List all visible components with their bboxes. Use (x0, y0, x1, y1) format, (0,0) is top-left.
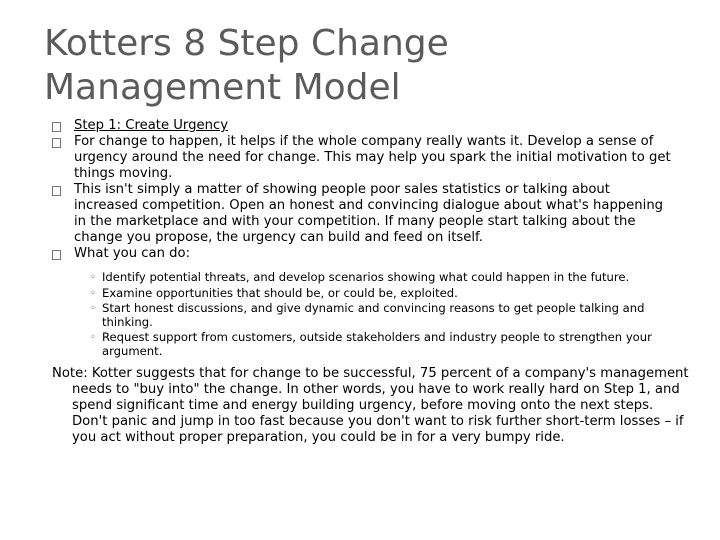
square-bullet-icon (52, 186, 61, 196)
bullet-text: For change to happen, it helps if the whole company really wants it. Develop a sense of urgency around the need for change. This may help you spark the initial motivation to get things moving. (74, 134, 671, 181)
bullet-text: This isn't simply a matter of showing people poor sales statistics or talking about increased competition. Open an honest and convincing dialogue about what's happening in the marketplace and with your competition. If many people start talking about the change you propose, the urgency can build and feed on itself. (74, 182, 664, 245)
bullet-change-happen (52, 134, 672, 182)
sub-bullet-text: Identify potential threats, and develop scenarios showing what could happen in the future. (102, 270, 630, 284)
title-line-2: Management Model (44, 67, 401, 108)
bullet-what-you-can-do (52, 246, 672, 262)
slide-title (44, 22, 684, 110)
circle-bullet-icon: ◦ (90, 272, 96, 283)
bullet-list (52, 118, 672, 361)
sub-bullet-item (90, 287, 672, 301)
bullet-text: Step 1: Create Urgency (74, 118, 228, 133)
note-paragraph: Note: Kotter suggests that for change to be successful, 75 percent of a company's management needs to "buy into" the change. In other words, you have to work really hard on Step 1, and spend significant time and energy building urgency, before moving onto the next steps. Don't panic and jump in too fast because you don't want to risk further short-term losses – if you act without proper preparation, you could be in for a very bumpy ride. (52, 366, 689, 445)
title-line-1: Kotters 8 Step Change (44, 23, 449, 64)
sub-bullet-item (90, 302, 672, 329)
sub-bullet-item (90, 331, 672, 358)
circle-bullet-icon: ◦ (90, 332, 96, 344)
bullet-not-simply (52, 182, 672, 246)
sub-bullet-text: Examine opportunities that should be, or could be, exploited. (102, 285, 458, 300)
sub-bullet-text: Start honest discussions, and give dynamic and convincing reasons to get people talking and thinking. (102, 301, 645, 329)
sub-bullet-list (52, 271, 672, 359)
bullet-text: What you can do: (74, 246, 191, 261)
square-bullet-icon (52, 122, 61, 132)
square-bullet-icon (52, 138, 61, 148)
sub-bullet-text: Request support from customers, outside stakeholders and industry people to strengthen your argument. (102, 330, 652, 358)
square-bullet-icon (52, 250, 61, 260)
sub-bullet-item (90, 271, 672, 285)
circle-bullet-icon: ◦ (90, 303, 96, 315)
circle-bullet-icon: ◦ (90, 287, 96, 299)
bullet-step-1 (52, 118, 672, 134)
